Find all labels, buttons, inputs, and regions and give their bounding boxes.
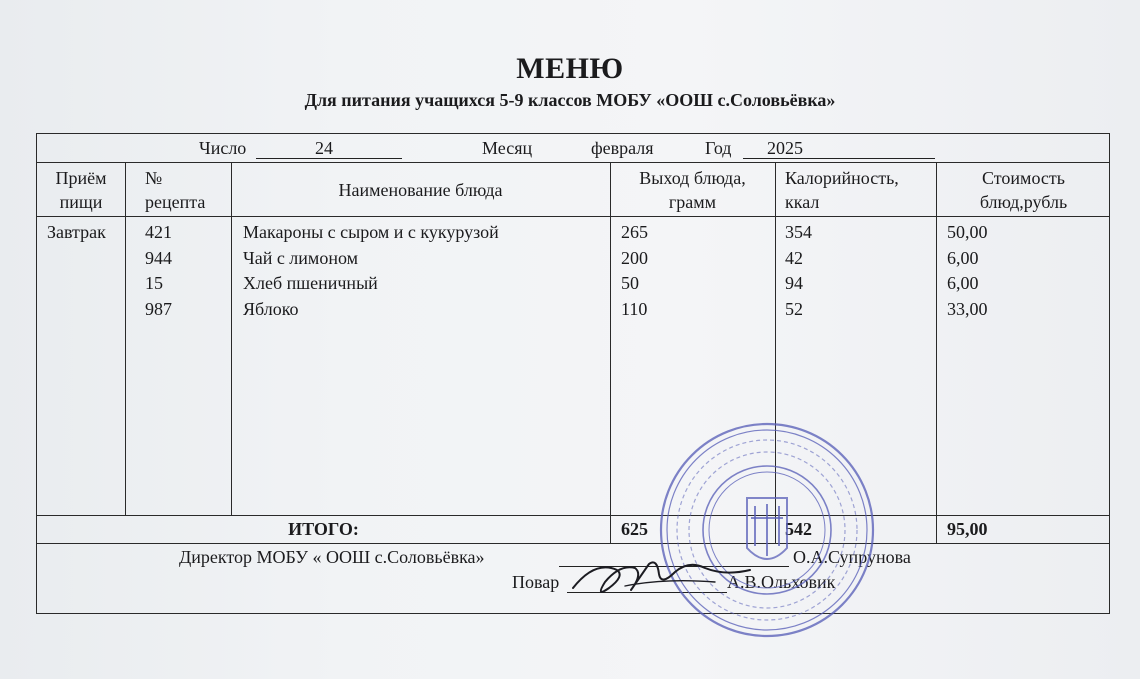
dish-name: Хлеб пшеничный bbox=[243, 273, 378, 293]
line-below-date bbox=[37, 162, 1109, 163]
calories-column bbox=[785, 220, 812, 322]
recipe-number: 15 bbox=[145, 273, 163, 293]
recipe-number: 944 bbox=[145, 247, 172, 268]
dish-cost: 6,00 bbox=[947, 273, 979, 293]
col-divider-5 bbox=[936, 162, 937, 543]
month-value: февраля bbox=[591, 138, 654, 158]
header-calories: Калорийность, ккал bbox=[785, 168, 899, 213]
dish-yield: 50 bbox=[621, 273, 639, 293]
cook-handwritten-signature bbox=[565, 548, 755, 608]
dish-name: Макароны с сыром и с кукурузой bbox=[243, 222, 499, 242]
header-yield: Выход блюда, грамм bbox=[639, 168, 746, 213]
dish-name: Яблоко bbox=[243, 298, 299, 319]
month-label: Месяц bbox=[482, 138, 533, 158]
line-above-total bbox=[37, 515, 1109, 516]
dish-calories: 354 bbox=[785, 222, 812, 242]
menu-table bbox=[36, 133, 1110, 614]
header-dish-name: Наименование блюда bbox=[338, 180, 503, 200]
director-name: О.А.Супрунова bbox=[793, 547, 911, 567]
meal-type: Завтрак bbox=[47, 222, 106, 242]
total-cost: 95,00 bbox=[947, 519, 988, 539]
director-label: Директор МОБУ « ООШ с.Соловьёвка» bbox=[179, 547, 485, 567]
header-recipe: № рецепта bbox=[145, 168, 206, 213]
cost-column bbox=[947, 220, 988, 322]
total-yield: 625 bbox=[621, 519, 648, 539]
dish-yield: 200 bbox=[621, 247, 648, 268]
header-meal: Приём пищи bbox=[55, 168, 107, 213]
dish-cost: 50,00 bbox=[947, 222, 988, 242]
dish-name-column bbox=[243, 220, 499, 322]
page-title: МЕНЮ bbox=[516, 52, 624, 85]
header-cost: Стоимость блюд,рубль bbox=[979, 168, 1068, 213]
recipe-column bbox=[145, 220, 172, 322]
cook-name: А.В.Ольховик bbox=[727, 572, 836, 592]
dish-calories: 94 bbox=[785, 273, 803, 293]
year-label: Год bbox=[705, 138, 732, 158]
dish-yield: 110 bbox=[621, 298, 648, 319]
day-label: Число bbox=[199, 138, 247, 158]
yield-column bbox=[621, 220, 648, 322]
year-value: 2025 bbox=[767, 138, 803, 158]
col-divider-2 bbox=[231, 162, 232, 515]
dish-calories: 52 bbox=[785, 298, 803, 319]
col-divider-3 bbox=[610, 162, 611, 543]
col-divider-1 bbox=[125, 162, 126, 515]
recipe-number: 987 bbox=[145, 298, 172, 319]
line-below-total bbox=[37, 543, 1109, 544]
page-subtitle: Для питания учащихся 5-9 классов МОБУ «ООШ с.Соловьёвка» bbox=[304, 90, 836, 110]
cook-label: Повар bbox=[512, 572, 560, 592]
dish-calories: 42 bbox=[785, 247, 803, 268]
dish-cost: 33,00 bbox=[947, 298, 988, 319]
recipe-number: 421 bbox=[145, 222, 172, 242]
dish-name: Чай с лимоном bbox=[243, 247, 358, 268]
day-value: 24 bbox=[315, 138, 333, 158]
official-stamp-seal bbox=[655, 418, 880, 643]
total-calories: 542 bbox=[785, 519, 812, 539]
dish-cost: 6,00 bbox=[947, 247, 979, 268]
line-below-header bbox=[37, 216, 1109, 217]
total-label: ИТОГО: bbox=[288, 519, 359, 539]
dish-yield: 265 bbox=[621, 222, 648, 242]
